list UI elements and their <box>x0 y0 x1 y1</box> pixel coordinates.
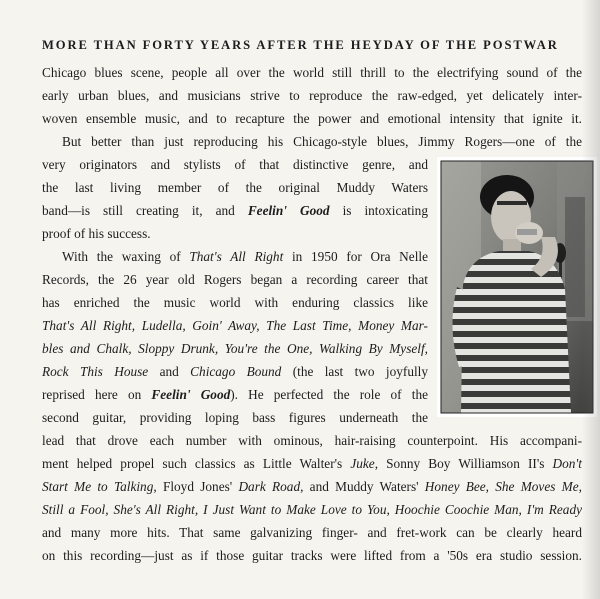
body-line: on this recording—just as if those guitar tracks were lifted from a '50s era studio session. <box>42 548 582 563</box>
body-line: With the waxing of That's All Right in 1950 for Ora Nelle <box>62 249 428 264</box>
body-line: has enriched the music world with enduring classics like <box>42 295 428 310</box>
body-line <box>42 317 428 334</box>
body-line: proof of his success. <box>42 226 151 241</box>
harmonica-player-photo <box>437 157 597 417</box>
body-line: woven ensemble music, and to recapture the power and emotional intensity that ignite it. <box>42 111 582 126</box>
body-line: second guitar, providing loping bass figures underneath the <box>42 410 428 425</box>
headline: MORE THAN FORTY YEARS AFTER THE HEYDAY OF THE POSTWAR <box>42 38 559 52</box>
page-edge-shadow <box>582 0 600 599</box>
body-line: Records, the 26 year old Rogers began a recording career that <box>42 272 428 287</box>
body-line: Chicago blues scene, people all over the world still thrill to the electrifying sound of the <box>42 65 582 80</box>
body-line: Rock This House and Chicago Bound (the last two joyfully <box>42 364 428 379</box>
body-line: early urban blues, and musicians strive to reproduce the raw-edged, yet delicately inter- <box>42 88 582 103</box>
body-line: the last living member of the original Muddy Waters <box>42 180 428 195</box>
body-line: reprised here on Feelin' Good). He perfected the role of the <box>42 387 428 402</box>
body-line: band—is still creating it, and Feelin' Good is intoxicating <box>42 203 428 218</box>
body-line: ment helped propel such classics as Little Walter's Juke, Sonny Boy Williamson II's Don't <box>42 456 582 471</box>
photo-image <box>437 157 597 417</box>
body-line: Start Me to Talking, Floyd Jones' Dark Road, and Muddy Waters' Honey Bee, She Moves Me, <box>42 479 582 494</box>
song-list: bles and Chalk, Sloppy Drunk, You're the One, Walking By Myself, <box>42 341 428 356</box>
album-title: Feelin' Good <box>151 387 231 402</box>
body-line: lead that drove each number with ominous, hair-raising counterpoint. His accompani- <box>42 433 582 448</box>
song-list: Still a Fool, She's All Right, I Just Want to Make Love to You, Hoochie Coochie Man, I'm Ready <box>42 502 582 517</box>
body-line <box>42 340 428 357</box>
song-list: That's All Right, Ludella, Goin' Away, The Last Time, Money Mar- <box>42 318 428 333</box>
body-line: very originators and stylists of that distinctive genre, and <box>42 157 428 172</box>
album-title: Feelin' Good <box>247 203 330 218</box>
body-line: and many more hits. That same galvanizing finger- and fret-work can be clearly heard <box>42 525 582 540</box>
song-title: That's All Right <box>189 249 284 264</box>
body-line: But better than just reproducing his Chicago-style blues, Jimmy Rogers—one of the <box>62 134 582 149</box>
body-line <box>42 501 582 518</box>
